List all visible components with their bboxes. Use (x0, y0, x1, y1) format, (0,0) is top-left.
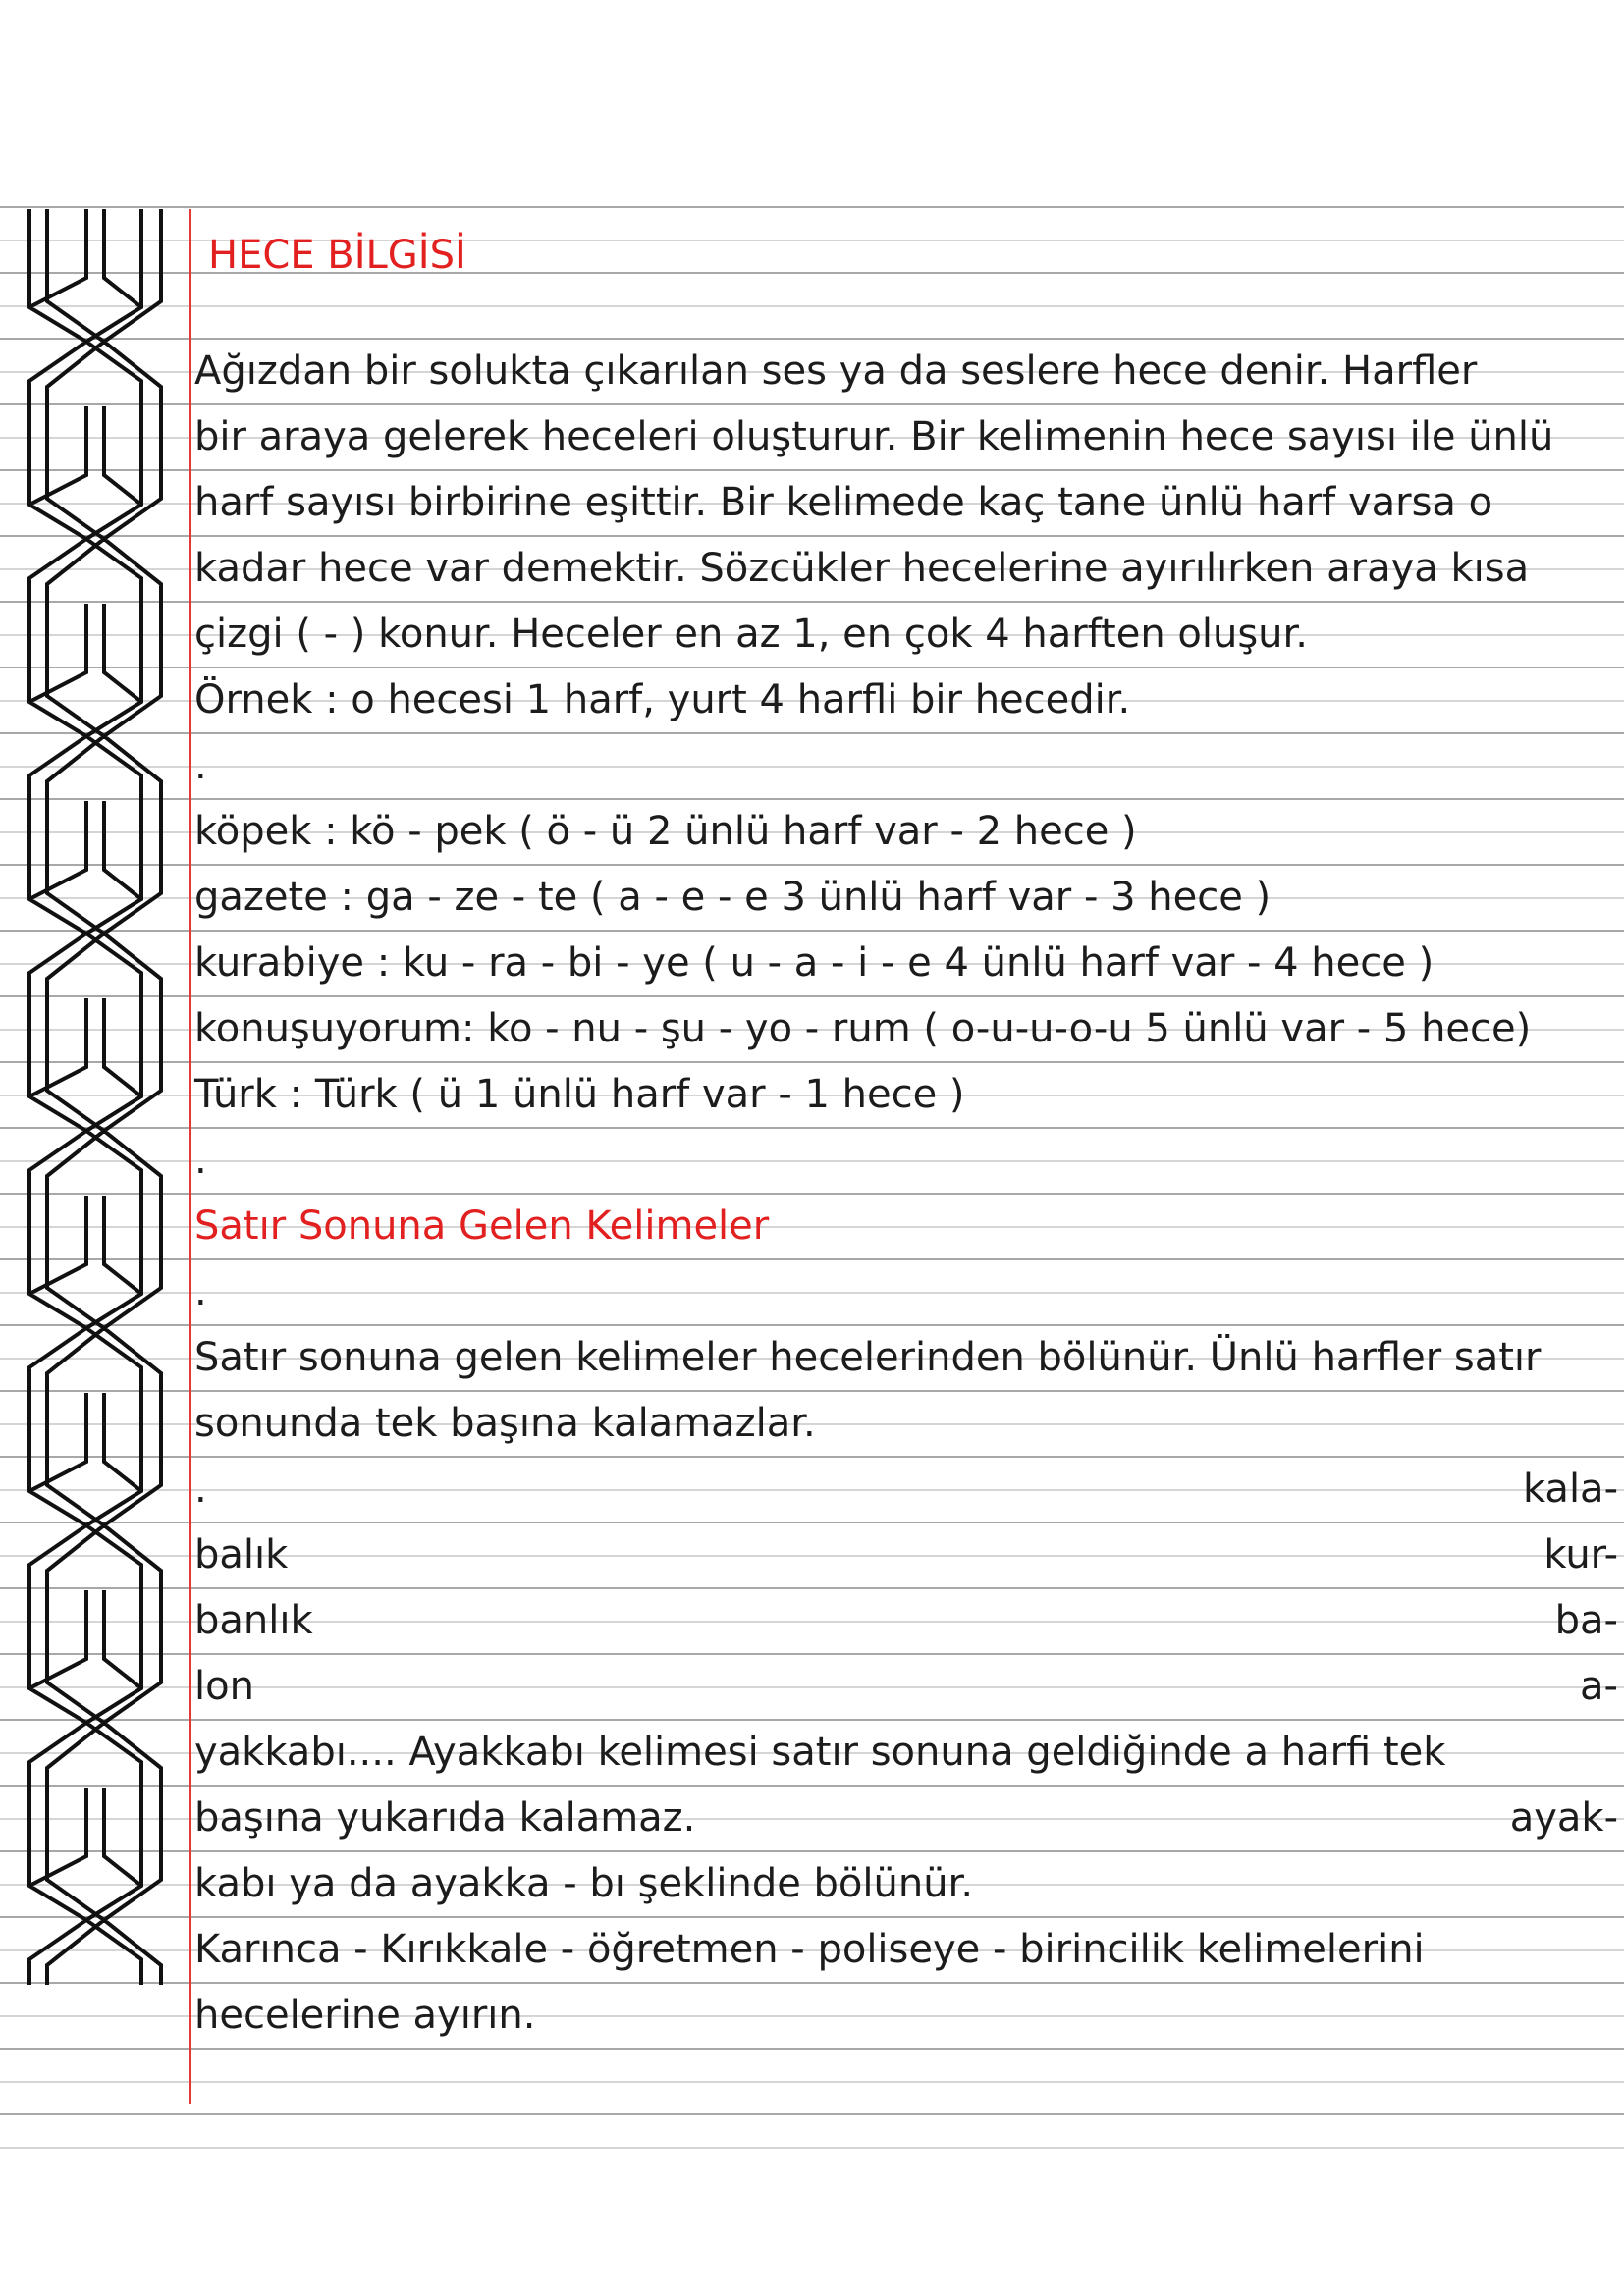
split-row-left: balık (194, 1532, 289, 1577)
exercise-line: Karınca - Kırıkkale - öğretmen - poliseye - birincilik kelimelerini (194, 1927, 1425, 1972)
separator-dot: . (194, 1138, 207, 1183)
margin-line (189, 209, 191, 2104)
intro-line: Ağızdan bir solukta çıkarılan ses ya da seslere hece denir. Harfler (194, 348, 1478, 394)
section-subtitle: Satır Sonuna Gelen Kelimeler (194, 1203, 770, 1249)
rule-line: sonunda tek başına kalamazlar. (194, 1401, 816, 1446)
example-line: konuşuyorum: ko - nu - şu - yo - rum ( o-u-u-o-u 5 ünlü var - 5 hece) (194, 1006, 1532, 1051)
example-line: köpek : kö - pek ( ö - ü 2 ünlü harf var - 2 hece ) (194, 809, 1137, 854)
page-title: HECE BİLGİSİ (208, 233, 466, 278)
split-row-left: başına yukarıda kalamaz. (194, 1795, 696, 1841)
split-row-left: lon (194, 1664, 254, 1709)
split-row-right: kur- (1543, 1532, 1618, 1577)
split-row-left: yakkabı.... Ayakkabı kelimesi satır sonuna geldiğinde a harfi tek (194, 1730, 1446, 1775)
separator-dot: . (194, 1269, 207, 1314)
split-row-left: banlık (194, 1598, 313, 1643)
intro-line: çizgi ( - ) konur. Heceler en az 1, en çok 4 harften oluşur. (194, 612, 1309, 657)
braid-border-decoration (0, 0, 196, 2296)
intro-line: harf sayısı birbirine eşittir. Bir kelimede kaç tane ünlü harf varsa o (194, 480, 1493, 525)
split-row-left: . (194, 1467, 207, 1512)
example-line: kurabiye : ku - ra - bi - ye ( u - a - i - e 4 ünlü harf var - 4 hece ) (194, 940, 1435, 986)
split-row-right: kala- (1522, 1467, 1618, 1512)
separator-dot: . (194, 743, 207, 788)
example-intro-line: Örnek : o hecesi 1 harf, yurt 4 harfli bir hecedir. (194, 677, 1131, 722)
example-line: Türk : Türk ( ü 1 ünlü harf var - 1 hece ) (194, 1072, 965, 1117)
split-row-right: ayak- (1509, 1795, 1618, 1841)
split-row-right: ba- (1554, 1598, 1618, 1643)
exercise-line: hecelerine ayırın. (194, 1993, 536, 2038)
example-line: gazete : ga - ze - te ( a - e - e 3 ünlü harf var - 3 hece ) (194, 875, 1272, 920)
split-row-left: kabı ya da ayakka - bı şeklinde bölünür. (194, 1861, 974, 1906)
intro-line: bir araya gelerek heceleri oluşturur. Bir kelimenin hece sayısı ile ünlü (194, 414, 1554, 459)
intro-line: kadar hece var demektir. Sözcükler hecelerine ayırılırken araya kısa (194, 546, 1530, 591)
rule-line: Satır sonuna gelen kelimeler hecelerinden bölünür. Ünlü harfler satır (194, 1335, 1542, 1380)
split-row-right: a- (1580, 1664, 1618, 1709)
braid-strands (29, 209, 161, 1985)
